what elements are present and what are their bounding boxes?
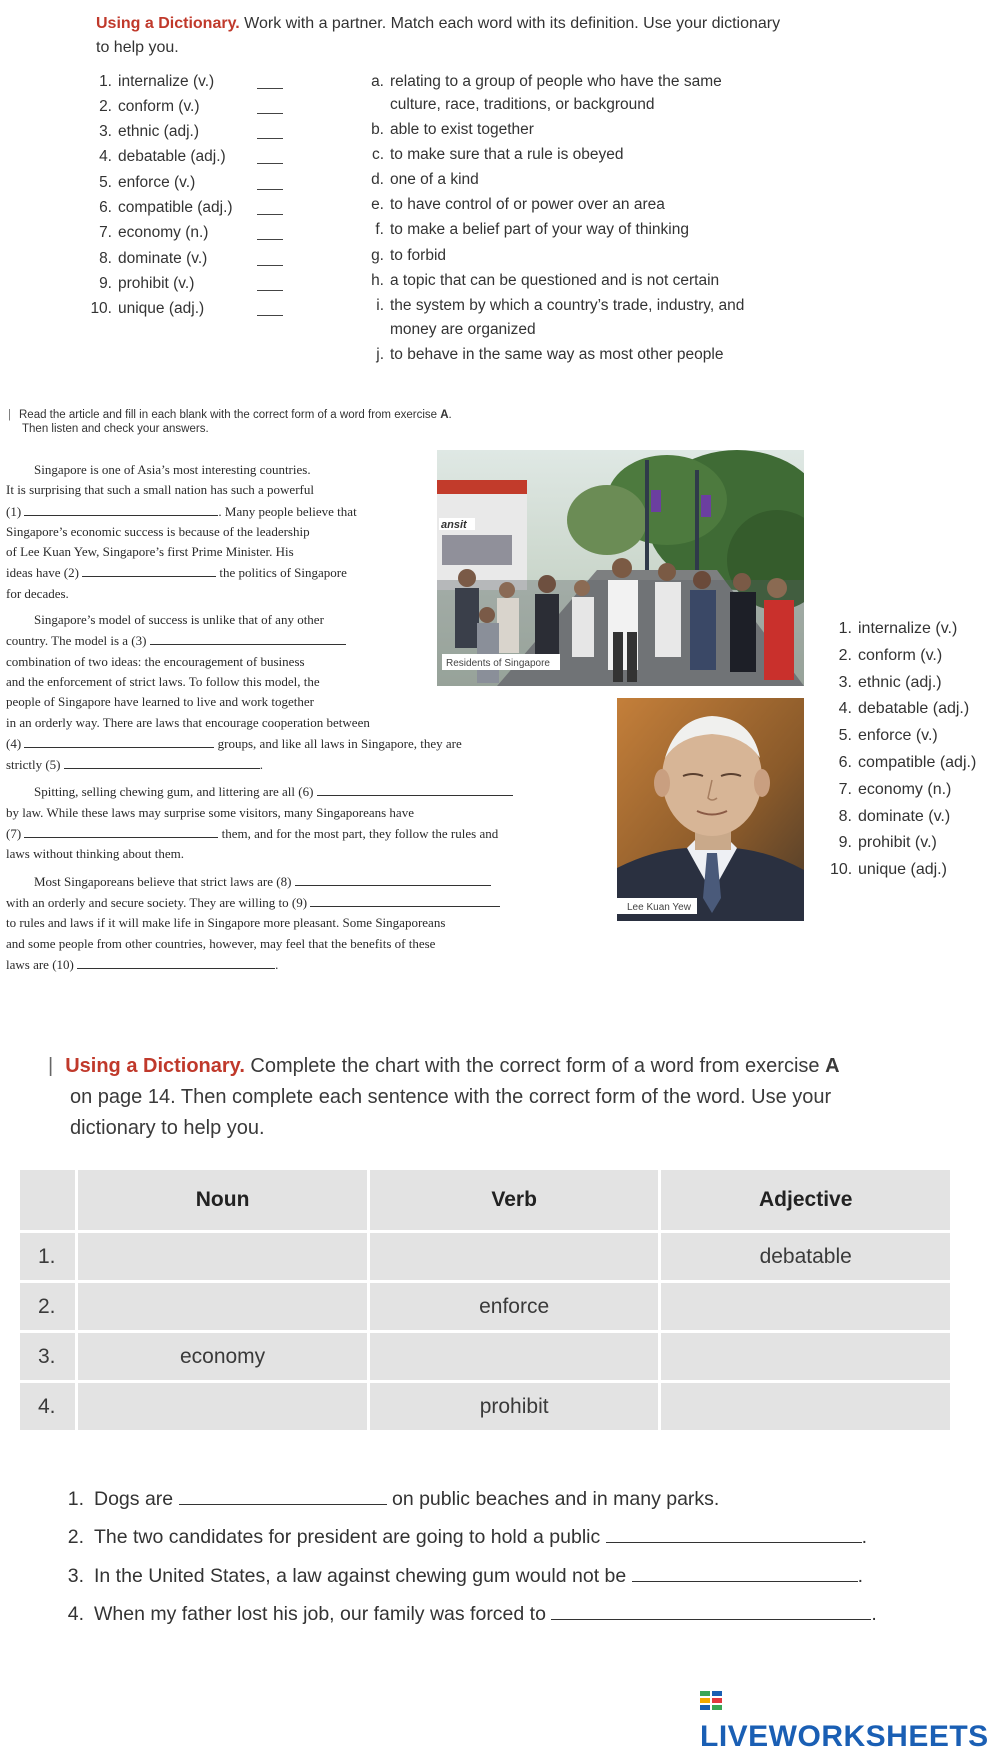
sentence-blank-3[interactable]	[632, 1563, 858, 1582]
side-word-item[interactable]: 7. economy (n.)	[838, 780, 952, 798]
chart-cell-noun[interactable]	[78, 1383, 367, 1430]
chart-row	[20, 1333, 950, 1380]
article-line: strictly (5) .	[6, 754, 513, 775]
article-line: in an orderly way. There are laws that encourage cooperation between	[6, 714, 370, 730]
liveworksheets-icon	[700, 1691, 722, 1715]
definition-f: f. to make a belief part of your way of thinking	[375, 221, 689, 238]
word-item-5: 5. enforce (v.)	[99, 174, 196, 191]
chart-row-number: 3.	[20, 1333, 75, 1380]
sentence-blank-1[interactable]	[179, 1486, 387, 1505]
article-text	[6, 460, 513, 975]
fill-blank-6[interactable]	[317, 781, 513, 796]
sentence-blank-2[interactable]	[606, 1524, 862, 1543]
exercise-b-instructions: | Read the article and fill in each blank with the correct form of a word from exercise A. Then listen and check your answers.	[8, 409, 452, 435]
definition-i: i. the system by which a country’s trade, industry, and	[376, 297, 745, 314]
word-item-7: 7. economy (n.)	[99, 224, 209, 241]
definition-b: b. able to exist together	[371, 121, 534, 138]
side-word-item[interactable]: 4. debatable (adj.)	[838, 700, 970, 718]
side-word-item[interactable]: 1. internalize (v.)	[838, 620, 958, 637]
fill-blank-9[interactable]	[310, 892, 500, 907]
chart-cell-noun[interactable]	[78, 1283, 367, 1330]
definition-j: j. to behave in the same way as most other people	[376, 346, 724, 363]
word-item-4: 4. debatable (adj.)	[99, 148, 226, 165]
answer-blank[interactable]	[257, 239, 283, 240]
chart-header-verb: Verb	[370, 1170, 659, 1230]
article-line: laws are (10) .	[6, 954, 513, 975]
exercise-c-instructions: | Using a Dictionary. Complete the chart with the correct form of a word from exercise A on page 14. Then complete each sentence with the correct form of the word. Use your dictionary to help you.	[48, 1055, 840, 1139]
section-bar: |	[48, 1055, 54, 1077]
side-word-list	[830, 616, 976, 884]
answer-blank[interactable]	[257, 315, 283, 316]
fill-blank-3[interactable]	[150, 630, 346, 645]
sentence-2: 2. The two candidates for president are going to hold a public .	[67, 1526, 868, 1548]
article-line: (7) them, and for the most part, they follow the rules and	[6, 823, 513, 844]
side-word-item[interactable]: 5. enforce (v.)	[838, 727, 938, 745]
side-word-item[interactable]: 10. unique (adj.)	[830, 861, 947, 879]
answer-blank[interactable]	[257, 163, 283, 164]
exercise-c-title: Using a Dictionary.	[65, 1055, 245, 1077]
sentence-1: 1. Dogs are on public beaches and in many parks.	[67, 1488, 720, 1510]
side-word-item[interactable]: 3. ethnic (adj.)	[838, 673, 942, 691]
chart-row-number: 2.	[20, 1283, 75, 1330]
definition-a-continued: culture, race, traditions, or background	[390, 96, 655, 113]
chart-cell-verb: prohibit	[370, 1383, 659, 1430]
article-line: (4) groups, and like all laws in Singapore, they are	[6, 733, 513, 754]
word-item-3: 3. ethnic (adj.)	[99, 123, 199, 140]
chart-header-row	[20, 1170, 950, 1230]
word-item-2: 2. conform (v.)	[99, 98, 200, 115]
answer-blank[interactable]	[257, 189, 283, 190]
article-line: for decades.	[6, 585, 69, 601]
word-item-6: 6. compatible (adj.)	[99, 199, 233, 216]
definition-i-continued: money are organized	[390, 321, 536, 338]
answer-blank[interactable]	[257, 113, 283, 114]
chart-row	[20, 1233, 950, 1280]
word-item-8: 8. dominate (v.)	[99, 250, 208, 267]
sentence-3: 3. In the United States, a law against chewing gum would not be .	[67, 1565, 864, 1587]
article-line: combination of two ideas: the encouragement of business	[6, 653, 305, 669]
fill-blank-10[interactable]	[77, 954, 275, 969]
article-line: people of Singapore have learned to live and work together	[6, 694, 314, 710]
answer-blank[interactable]	[257, 138, 283, 139]
chart-header-cell	[20, 1170, 75, 1230]
exercise-a-title: Using a Dictionary.	[96, 15, 240, 32]
chart-cell-noun[interactable]	[78, 1233, 367, 1280]
article-line: (1) . Many people believe that	[6, 501, 513, 522]
fill-blank-2[interactable]	[82, 562, 216, 577]
sentence-4: 4. When my father lost his job, our family was forced to .	[67, 1603, 877, 1625]
chart-row	[20, 1283, 950, 1330]
article-line: Most Singaporeans believe that strict laws are (8)	[6, 871, 513, 892]
article-line: and the enforcement of strict laws. To follow this model, the	[6, 673, 320, 689]
article-line: by law. While these laws may surprise some visitors, many Singaporeans have	[6, 804, 414, 820]
article-line: to rules and laws if it will make life in Singapore more pleasant. Some Singaporeans	[6, 915, 446, 931]
side-word-item[interactable]: 2. conform (v.)	[838, 646, 943, 664]
article-line: of Lee Kuan Yew, Singapore’s first Prime Minister. His	[6, 544, 294, 560]
answer-blank[interactable]	[257, 290, 283, 291]
word-item-1: 1. internalize (v.)	[99, 73, 215, 90]
word-item-10: 10. unique (adj.)	[90, 300, 205, 317]
liveworksheets-logo: LIVEWORKSHEETS	[700, 1686, 1000, 1754]
bus-sign-text: ansit	[441, 519, 467, 531]
chart-row-number: 4.	[20, 1383, 75, 1430]
chart-cell-adjective[interactable]	[661, 1333, 950, 1380]
chart-cell-noun: economy	[78, 1333, 367, 1380]
chart-cell-adjective[interactable]	[661, 1283, 950, 1330]
lee-kuan-yew-photo	[617, 698, 804, 921]
article-line: and some people from other countries, however, may feel that the benefits of these	[6, 935, 436, 951]
side-word-item[interactable]: 9. prohibit (v.)	[838, 834, 937, 852]
chart-cell-adjective[interactable]	[661, 1383, 950, 1430]
chart-cell-verb[interactable]	[370, 1233, 659, 1280]
definition-h: h. a topic that can be questioned and is not certain	[371, 272, 720, 289]
answer-blank[interactable]	[257, 88, 283, 89]
portrait-image	[617, 698, 804, 921]
chart-cell-adjective: debatable	[661, 1233, 950, 1280]
section-bar: |	[8, 409, 11, 421]
answer-blank[interactable]	[257, 265, 283, 266]
definition-c: c. to make sure that a rule is obeyed	[371, 146, 624, 163]
side-word-item[interactable]: 8. dominate (v.)	[838, 807, 951, 825]
chart-cell-verb: enforce	[370, 1283, 659, 1330]
definition-a: a. relating to a group of people who have the same	[371, 73, 722, 90]
article-line: Spitting, selling chewing gum, and littering are all (6)	[6, 781, 513, 802]
word-item-9: 9. prohibit (v.)	[99, 275, 195, 292]
photo-caption-residents: Residents of Singapore	[446, 658, 550, 669]
chart-header-adjective: Adjective	[661, 1170, 950, 1230]
definition-e: e. to have control of or power over an area	[371, 196, 665, 213]
definition-d: d. one of a kind	[371, 171, 479, 188]
article-line: Singapore is one of Asia’s most interesting countries.	[34, 462, 311, 477]
article-line: It is surprising that such a small nation has such a powerful	[6, 482, 314, 498]
chart-cell-verb[interactable]	[370, 1333, 659, 1380]
sentence-blank-4[interactable]	[551, 1601, 871, 1620]
article-line: ideas have (2) the politics of Singapore	[6, 562, 513, 583]
chart-row-number: 1.	[20, 1233, 75, 1280]
article-line: country. The model is a (3)	[6, 630, 513, 651]
definition-g: g. to forbid	[371, 247, 447, 264]
article-line: Singapore’s model of success is unlike that of any other	[34, 612, 324, 628]
article-line: with an orderly and secure society. They are willing to (9)	[6, 892, 513, 913]
fill-blank-4[interactable]	[24, 733, 214, 748]
chart-header-noun: Noun	[78, 1170, 367, 1230]
answer-blank[interactable]	[257, 214, 283, 215]
side-word-item[interactable]: 6. compatible (adj.)	[838, 753, 977, 771]
article-line: Singapore’s economic success is because of the leadership	[6, 523, 310, 539]
chart-row	[20, 1383, 950, 1430]
fill-blank-7[interactable]	[24, 823, 218, 838]
article-line: laws without thinking about them.	[6, 846, 185, 862]
fill-blank-1[interactable]	[24, 501, 218, 516]
exercise-a-instructions	[96, 12, 796, 60]
exercise-a-instruction: Work with a partner. Match each word with its definition. Use your dictionary to help you.	[96, 15, 781, 56]
photo-caption-lee: Lee Kuan Yew	[627, 902, 691, 913]
fill-blank-8[interactable]	[295, 871, 491, 886]
fill-blank-5[interactable]	[64, 754, 260, 769]
word-form-chart	[17, 1167, 953, 1433]
